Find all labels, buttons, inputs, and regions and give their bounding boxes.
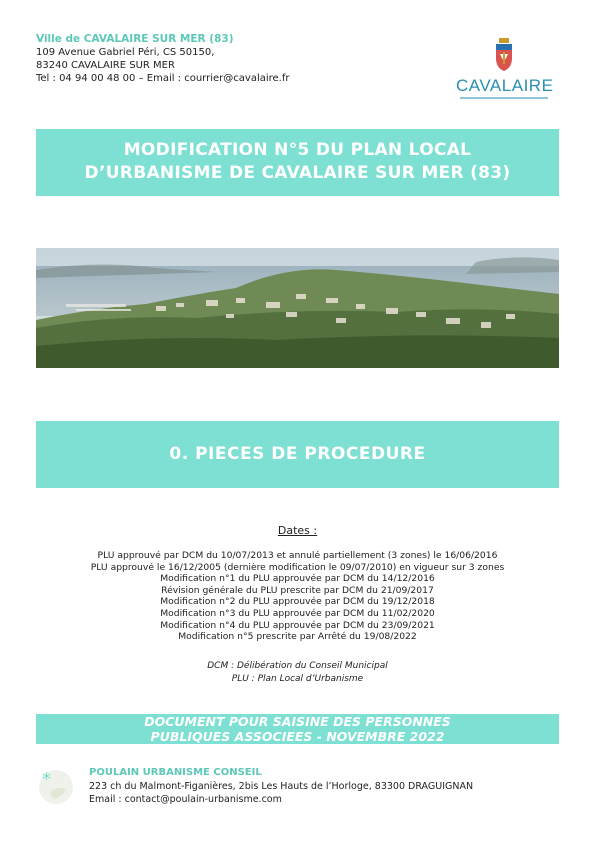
abbreviations [0, 660, 595, 685]
footer-address: 223 ch du Malmont-Figanières, 2bis Les Hauts de l’Horloge, 83300 DRAGUIGNAN [89, 781, 474, 792]
abbreviation-dcm: DCM : Délibération du Conseil Municipal [207, 661, 388, 671]
cavalaire-logo [456, 38, 552, 102]
section-band [36, 421, 559, 488]
date-item: Modification n°4 du PLU approuvée par DCM du 23/09/2021 [160, 619, 435, 631]
title-band [36, 129, 559, 196]
date-item: Modification n°1 du PLU approuvée par DCM du 14/12/2016 [160, 573, 435, 585]
poulain-logo-icon [36, 767, 76, 807]
date-item: PLU approuvé par DCM du 10/07/2013 et annulé partiellement (3 zones) le 16/06/2016 [97, 550, 498, 561]
date-item: Modification n°3 du PLU approuvée par DCM du 11/02/2020 [160, 607, 435, 619]
document-band-line2: PUBLIQUES ASSOCIEES - NOVEMBRE 2022 [150, 729, 445, 744]
logo-underline [460, 97, 548, 99]
footer-email[interactable]: Email : contact@poulain-urbanisme.com [89, 794, 282, 805]
section-title: 0. PIECES DE PROCEDURE [169, 444, 426, 464]
abbreviation-plu: PLU : Plan Local d’Urbanisme [231, 673, 364, 684]
header-address-line2: 83240 CAVALAIRE SUR MER [36, 60, 175, 71]
date-item: Révision générale du PLU prescrite par DCM du 21/09/2017 [161, 584, 434, 596]
dates-heading: Dates : [277, 524, 318, 537]
landscape-photo [36, 248, 559, 368]
title-line2: D’URBANISME DE CAVALAIRE SUR MER (83) [84, 163, 511, 183]
header-address-line1: 109 Avenue Gabriel Péri, CS 50150, [36, 47, 215, 58]
date-item: PLU approuvé le 16/12/2005 (dernière modification le 09/07/2010) en vigueur sur 3 zones [90, 561, 505, 573]
dates-list [0, 550, 595, 643]
document-band-line1: DOCUMENT POUR SAISINE DES PERSONNES [144, 714, 451, 729]
footer-organization: POULAIN URBANISME CONSEIL [89, 767, 262, 778]
header-contact: Tel : 04 94 00 48 00 – Email : courrier@cavalaire.fr [36, 73, 290, 84]
coat-of-arms-icon [494, 38, 514, 72]
header-organization: Ville de CAVALAIRE SUR MER (83) [36, 33, 234, 45]
svg-text:*: * [42, 769, 51, 790]
logo-text: CAVALAIRE [456, 76, 554, 95]
date-item: Modification n°5 prescrite par Arrêté du 19/08/2022 [178, 631, 417, 643]
document-band [36, 714, 559, 744]
title-line1: MODIFICATION N°5 DU PLAN LOCAL [123, 140, 472, 160]
date-item: Modification n°2 du PLU approuvée par DCM du 19/12/2018 [160, 596, 435, 608]
